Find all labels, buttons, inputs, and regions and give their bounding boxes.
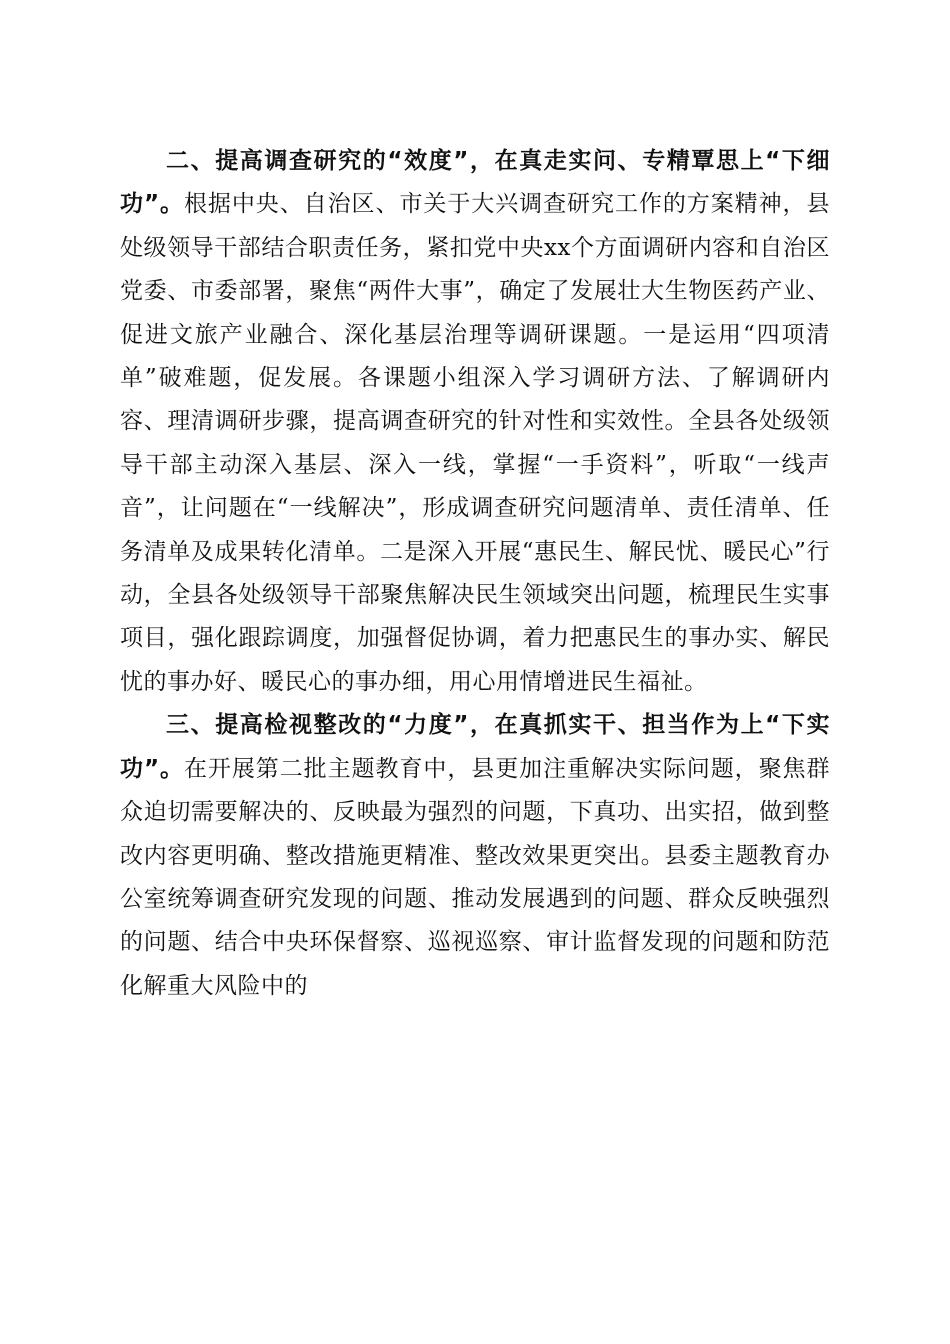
section-two-paragraph bbox=[120, 140, 830, 704]
section-two-body: 根据中央、自治区、市关于大兴调查研究工作的方案精神，县处级领导干部结合职责任务，紧扣党中央xx个方面调研内容和自治区党委、市委部署，聚焦“两件大事”，确定了发展壮大生物医药产业、促进文旅产业融合、深化基层治理等调研课题。一是运用“四项清单”破难题，促发展。各课题小组深入学习调研方法、了解调研内容、理清调研步骤，提高调查研究的针对性和实效性。全县各处级领导干部主动深入基层、深入一线，掌握“一手资料”，听取“一线声音”，让问题在“一线解决”，形成调查研究问题清单、责任清单、任务清单及成果转化清单。二是深入开展“惠民生、解民忧、暖民心”行动，全县各处级领导干部聚焦解决民生领域突出问题，梳理民生实事项目，强化跟踪调度，加强督促协调，着力把惠民生的事办实、解民忧的事办好、暖民心的事办细，用心用情增进民生福祉。 bbox=[120, 191, 830, 695]
section-two-heading: 二、提高调查研究的“效度”，在真走实问、专精覃思上“下细功”。 bbox=[120, 148, 830, 218]
section-three-body: 在开展第二批主题教育中，县更加注重解决实际问题，聚焦群众迫切需要解决的、反映最为强烈的问题，下真功、出实招，做到整改内容更明确、整改措施更精准、整改效果更突出。县委主题教育办公室统筹调查研究发现的问题、推动发展遇到的问题、群众反映强烈的问题、结合中央环保督察、巡视巡察、审计监督发现的问题和防范化解重大风险中的 bbox=[120, 755, 830, 999]
section-three-heading: 三、提高检视整改的“力度”，在真抓实干、担当作为上“下实功”。 bbox=[120, 712, 830, 782]
section-three-paragraph bbox=[120, 704, 830, 1008]
document-page bbox=[120, 140, 830, 1008]
